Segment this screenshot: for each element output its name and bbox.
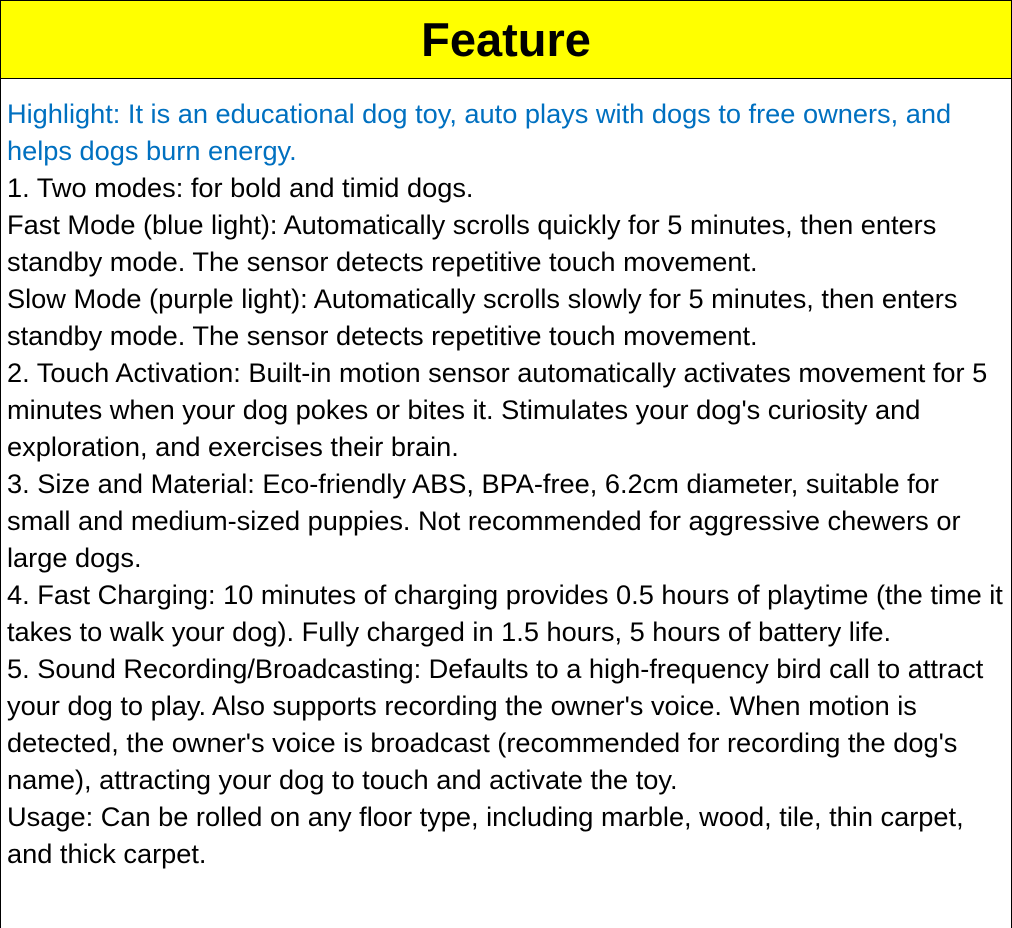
feature-line-touch-activation: 2. Touch Activation: Built-in motion sensor automatically activates movement for 5 minutes when your dog pokes or bites it. Stimulates your dog's curiosity and exploration, and exercises their brain. [7, 357, 988, 462]
feature-line-slow-mode: Slow Mode (purple light): Automatically scrolls slowly for 5 minutes, then enters standby mode. The sensor detects repetitive touch movement. [7, 283, 958, 351]
feature-line-sound-recording: 5. Sound Recording/Broadcasting: Defaults to a high-frequency bird call to attract your dog to play. Also supports recording the owner's voice. When motion is detected, the owner's voice is broadcast (recommended for recording the dog's name), attracting your dog to touch and activate the toy. [7, 653, 984, 795]
feature-line-fast-charging: 4. Fast Charging: 10 minutes of charging provides 0.5 hours of playtime (the time it takes to walk your dog). Fully charged in 1.5 hours, 5 hours of battery life. [7, 579, 1003, 647]
feature-line-modes: 1. Two modes: for bold and timid dogs. [7, 172, 474, 203]
highlight-text: Highlight: It is an educational dog toy, auto plays with dogs to free owners, and helps dogs burn energy. [7, 98, 952, 166]
feature-description-cell [0, 78, 1012, 928]
feature-line-size-material: 3. Size and Material: Eco-friendly ABS, BPA-free, 6.2cm diameter, suitable for small and medium-sized puppies. Not recommended for aggressive chewers or large dogs. [7, 468, 961, 573]
header-cell [0, 0, 1012, 79]
feature-line-fast-mode: Fast Mode (blue light): Automatically scrolls quickly for 5 minutes, then enters standby mode. The sensor detects repetitive touch movement. [7, 209, 937, 277]
header-title: Feature [421, 13, 591, 66]
feature-line-usage: Usage: Can be rolled on any floor type, including marble, wood, tile, thin carpet, and thick carpet. [7, 801, 964, 869]
feature-description [7, 95, 1005, 872]
